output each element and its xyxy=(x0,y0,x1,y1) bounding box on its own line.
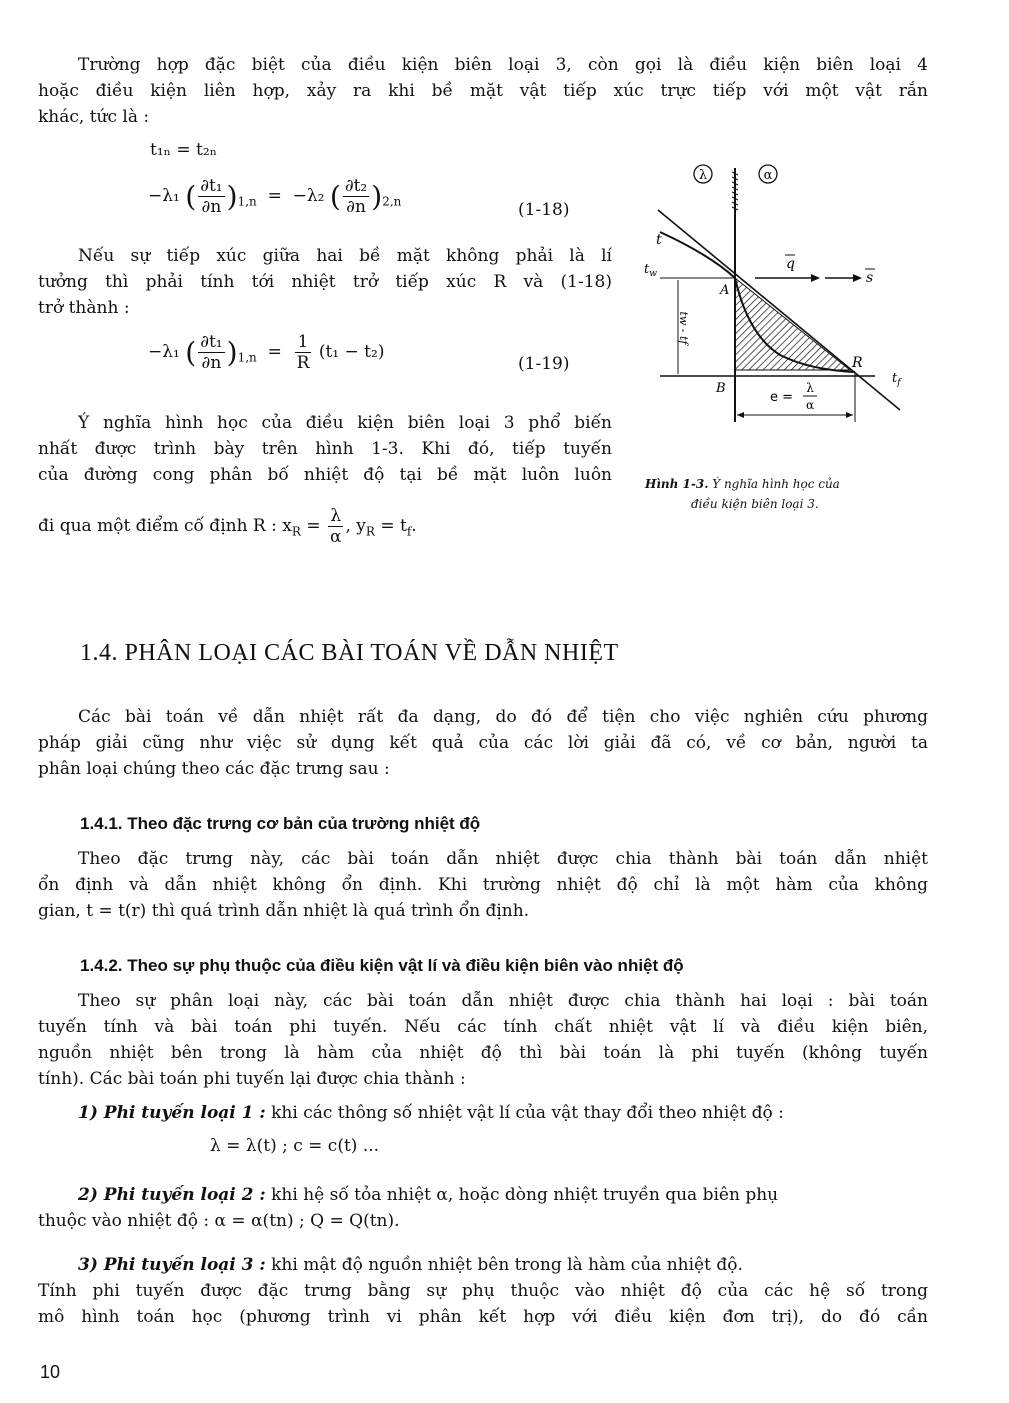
contact-paragraph xyxy=(38,243,612,321)
equation-1-19: −λ₁ ( $\frac{\text{∂t₁}}{\partial n}$ )$_{1,n}$ = $\frac{1}{R}$ (t₁ − t₂) xyxy=(148,332,385,373)
eq18-rhs-num: ∂t₂ xyxy=(344,176,368,196)
eq18-rhs-coef: −λ₂ xyxy=(292,186,325,206)
contact-line-1: Nếu sự tiếp xúc giữa hai bề mặt không phải là lí xyxy=(78,246,612,266)
eq18-lhs-sub: 1,n xyxy=(237,194,257,209)
yr-part: , y xyxy=(345,516,366,536)
label-s: s xyxy=(866,270,874,286)
equation-1-18: −λ₁ ( $\frac{\text{∂t₁}}{\partial n}$ )$_{1,n} = -\lambda_2$ ( $\frac{\text{∂t₂}}{\partial n}$ )$_{2,n}$ xyxy=(148,176,402,217)
geometry-line-3: của đường cong phân bố nhiệt độ tại bề mặt luôn luôn xyxy=(38,465,612,485)
dim-e-arrowhead-left xyxy=(737,412,744,418)
yr-equals: = t xyxy=(380,516,407,536)
xr-sub: R xyxy=(291,524,301,539)
intro-line-3: khác, tức là : xyxy=(38,107,150,127)
eq19-rhs-den: R xyxy=(296,353,310,373)
p142-line-1: Theo sự phân loại này, các bài toán dẫn nhiệt được chia thành hai loại : bài toán xyxy=(78,991,928,1011)
dim-e-arrowhead-right xyxy=(846,412,853,418)
label-tw: $t_w$ xyxy=(644,262,657,279)
label-q: q xyxy=(786,256,795,272)
nonlinear-1-formula: λ = λ(t) ; c = c(t) ... xyxy=(210,1136,380,1156)
p142-line-4: tính). Các bài toán phi tuyến lại được chia thành : xyxy=(38,1069,466,1089)
eq19-equals: = xyxy=(267,342,282,362)
eq18-lhs-den: ∂n xyxy=(201,197,222,217)
label-R: R xyxy=(852,355,863,371)
eq19-lhs-sub: 1,n xyxy=(237,350,257,365)
eq19-rhs-fraction xyxy=(295,332,312,373)
eq19-lhs-num: ∂t₁ xyxy=(200,332,223,352)
label-tw-tf: tw - tf xyxy=(677,311,690,345)
contact-line-2: tưởng thì phải tính tới nhiệt trở tiếp xúc R và (1-18) xyxy=(38,272,612,292)
nonlinear-1 xyxy=(38,1100,928,1126)
eq19-lhs-den: ∂n xyxy=(201,353,222,373)
intro-line-1: Trường hợp đặc biệt của điều kiện biên loại 3, còn gọi là điều kiện biên loại 4 xyxy=(78,55,928,75)
eq18-lhs-fraction xyxy=(198,176,224,217)
s-arrowhead xyxy=(853,274,862,282)
caption-text: Ý nghĩa hình học của xyxy=(712,477,840,491)
nonlinear-3-line-3: mô hình toán học (phương trình vi phân kết hợp với điều kiện đơn trị), do đó cần xyxy=(38,1307,928,1327)
contact-line-3: trở thành : xyxy=(38,298,130,318)
tf-sub: f xyxy=(406,524,412,539)
nonlinear-3 xyxy=(38,1252,928,1330)
caption-prefix: Hình 1-3. xyxy=(645,477,709,491)
paragraph-1-4-1 xyxy=(38,846,928,924)
label-e-den: α xyxy=(805,398,815,412)
subheading-1-4-1: 1.4.1. Theo đặc trưng cơ bản của trường nhiệt độ xyxy=(80,814,481,833)
section-intro-paragraph xyxy=(38,704,928,782)
eq19-lhs-fraction xyxy=(198,332,224,373)
geometry-paragraph xyxy=(38,410,612,488)
p141-line-1: Theo đặc trưng này, các bài toán dẫn nhiệt được chia thành bài toán dẫn nhiệt xyxy=(78,849,928,869)
nonlinear-3-label: 3) Phi tuyến loại 3 : xyxy=(78,1255,266,1275)
xr-num: λ xyxy=(328,506,343,527)
eq19-lhs-coef: −λ₁ xyxy=(148,342,180,362)
section-title: 1.4. PHÂN LOẠI CÁC BÀI TOÁN VỀ DẪN NHIỆT xyxy=(80,640,619,666)
yr-dot: . xyxy=(411,516,417,536)
label-A: A xyxy=(720,283,730,298)
p142-line-3: nguồn nhiệt bên trong là hàm của nhiệt độ thì bài toán là phi tuyến (không tuyến xyxy=(38,1043,928,1063)
figure-1-3 xyxy=(640,160,920,430)
equation-1-19-number: (1-19) xyxy=(518,354,570,374)
equation-t1n-t2n xyxy=(150,140,217,160)
yr-sub: R xyxy=(365,524,375,539)
label-e-num: λ xyxy=(806,381,814,395)
nonlinear-3-line-2: Tính phi tuyến được đặc trưng bằng sự phụ thuộc vào nhiệt độ của các hệ số trong xyxy=(38,1281,928,1301)
equation-t1n-t2n-text: t₁ₙ = t₂ₙ xyxy=(150,140,218,160)
eq19-rhs-num: 1 xyxy=(295,332,312,353)
intro-paragraph xyxy=(38,52,928,130)
label-alpha: α xyxy=(763,168,773,183)
paragraph-1-4-2 xyxy=(38,988,928,1092)
geometry-last-line xyxy=(38,506,417,547)
geometry-last-prefix: đi qua một điểm cố định R : x xyxy=(38,516,292,536)
caption-line-2: điều kiện biên loại 3. xyxy=(691,497,819,511)
label-tf: $t_f$ xyxy=(892,371,901,388)
eq18-lhs-coef: −λ₁ xyxy=(148,186,180,206)
section-intro-line-3: phân loại chúng theo các đặc trưng sau : xyxy=(38,759,390,779)
eq18-rhs-sub: 2,n xyxy=(382,194,402,209)
subheading-1-4-2: 1.4.2. Theo sự phụ thuộc của điều kiện vật lí và điều kiện biên vào nhiệt độ xyxy=(80,956,684,975)
geometry-line-1: Ý nghĩa hình học của điều kiện biên loại 3 phổ biến xyxy=(78,413,612,433)
eq18-rhs-den: ∂n xyxy=(346,197,366,217)
p141-line-2: ổn định và dẫn nhiệt không ổn định. Khi trường nhiệt độ chỉ là một hàm của không xyxy=(38,875,928,895)
nonlinear-2-line-2: thuộc vào nhiệt độ : α = α(tn) ; Q = Q(tn). xyxy=(38,1211,400,1231)
eq19-rhs-tail: (t₁ − t₂) xyxy=(318,342,385,362)
eq18-equals: = xyxy=(267,186,282,206)
nonlinear-2-label: 2) Phi tuyến loại 2 : xyxy=(78,1185,266,1205)
section-intro-line-2: pháp giải cũng như việc sử dụng kết quả của các lời giải đã có, về cơ bản, người ta xyxy=(38,733,928,753)
label-B: B xyxy=(716,381,726,396)
p142-line-2: tuyến tính và bài toán phi tuyến. Nếu các tính chất nhiệt vật lí và điều kiện biên, xyxy=(38,1017,928,1037)
xr-den: α xyxy=(329,527,342,547)
label-e: e = xyxy=(770,390,794,405)
label-t: t xyxy=(656,232,662,248)
tangent-line xyxy=(658,210,900,410)
intro-line-2: hoặc điều kiện liên hợp, xảy ra khi bề mặt vật tiếp xúc trực tiếp với một vật rắn xyxy=(38,81,928,101)
xr-fraction xyxy=(328,506,343,547)
geometry-line-2: nhất được trình bày trên hình 1-3. Khi đó, tiếp tuyến xyxy=(38,439,612,459)
nonlinear-3-text: khi mật độ nguồn nhiệt bên trong là hàm của nhiệt độ. xyxy=(271,1255,743,1275)
nonlinear-2 xyxy=(38,1182,928,1234)
section-intro-line-1: Các bài toán về dẫn nhiệt rất đa dạng, do đó để tiện cho việc nghiên cứu phương xyxy=(78,707,928,727)
page-number: 10 xyxy=(40,1362,61,1382)
p141-line-3: gian, t = t(r) thì quá trình dẫn nhiệt là quá trình ổn định. xyxy=(38,901,530,921)
caption-line-1 xyxy=(645,474,925,494)
nonlinear-1-label: 1) Phi tuyến loại 1 : xyxy=(78,1103,266,1123)
label-lambda: λ xyxy=(698,168,708,183)
eq18-lhs-num: ∂t₁ xyxy=(200,176,223,196)
nonlinear-1-text: khi các thông số nhiệt vật lí của vật thay đổi theo nhiệt độ : xyxy=(271,1103,784,1123)
eq18-rhs-fraction xyxy=(343,176,369,217)
figure-caption xyxy=(645,474,925,514)
xr-equals: = xyxy=(306,516,321,536)
q-arrowhead xyxy=(811,274,820,282)
nonlinear-2-text: khi hệ số tỏa nhiệt α, hoặc dòng nhiệt truyền qua biên phụ xyxy=(271,1185,779,1205)
equation-1-18-number: (1-18) xyxy=(518,200,570,220)
